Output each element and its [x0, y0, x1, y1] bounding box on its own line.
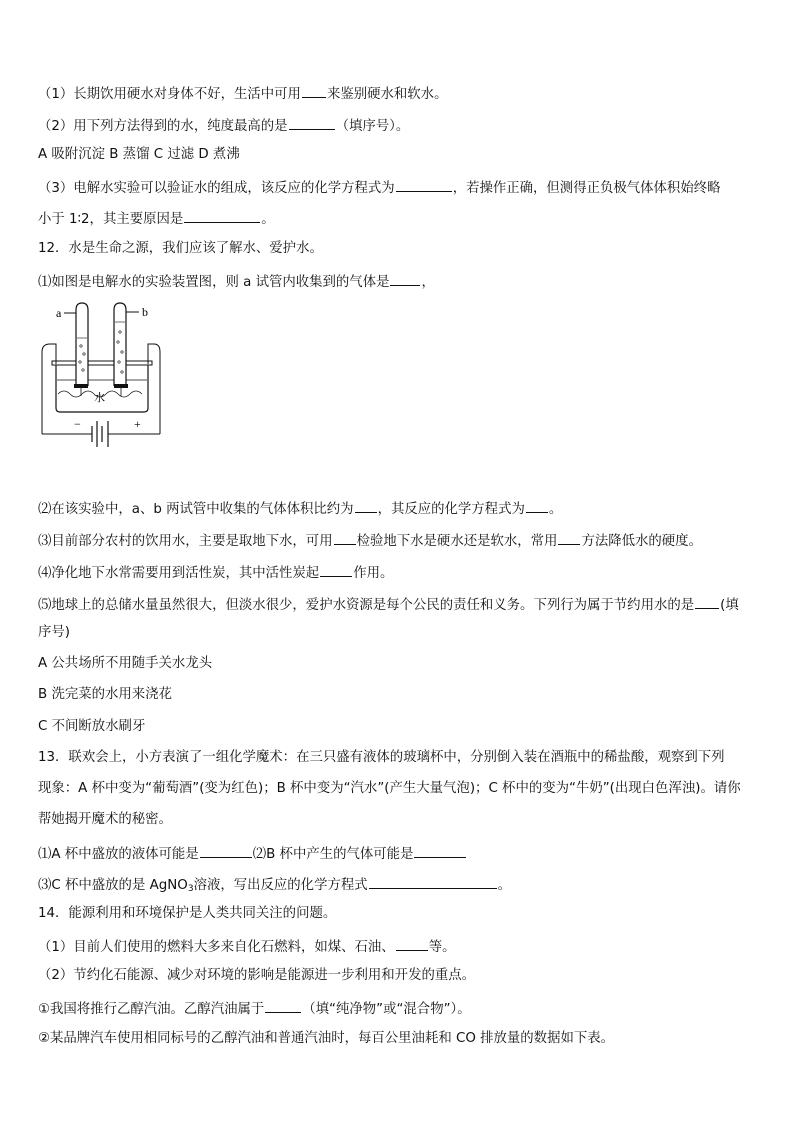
answer-blank[interactable] [289, 115, 335, 130]
electrolysis-apparatus-diagram [36, 300, 166, 458]
positive-terminal-label: + [134, 417, 141, 431]
q11-part3: （3）电解水实验可以验证水的组成，该反应的化学方程式为 ，若操作正确，但测得正负极气体体积始终略 [38, 177, 721, 198]
q14-part2-1: ①我国将推行乙醇汽油。乙醇汽油属于 （填“纯净物”或“混合物”）。 [38, 998, 471, 1019]
q12-option-c: C 不间断放水刷牙 [38, 719, 146, 734]
water-label: 水 [94, 392, 105, 404]
q13-part3: ⑶C 杯中盛放的是 AgNO$_3$溶液，写出反应的化学方程式 。 [38, 874, 511, 898]
wire-right [148, 344, 160, 434]
answer-blank[interactable] [355, 498, 377, 513]
q12-option-a: A 公共场所不用随手关水龙头 [38, 656, 213, 671]
answer-blank[interactable] [302, 83, 326, 98]
test-tube-b [114, 303, 126, 386]
q11-options: A 吸附沉淀 B 蒸馏 C 过滤 D 煮沸 [38, 147, 240, 162]
answer-blank[interactable] [390, 271, 420, 286]
answer-blank[interactable] [184, 208, 260, 223]
answer-blank[interactable] [526, 498, 548, 513]
answer-blank[interactable] [334, 530, 356, 545]
tube-a-label: a [56, 306, 62, 320]
q12-part5: ⑸地球上的总储水量虽然很大，但淡水很少，爱护水资源是每个公民的责任和义务。下列行为属于节约用水的是 (填 [38, 594, 739, 615]
answer-blank[interactable] [265, 998, 301, 1013]
electrode-left [74, 384, 88, 388]
q12-option-b: B 洗完菜的水用来浇花 [38, 687, 172, 702]
test-tube-a [76, 303, 88, 386]
q14-part2: （2）节约化石能源、减少对环境的影响是能源进一步利用和开发的重点。 [38, 968, 476, 983]
q13-heading: 13．联欢会上，小方表演了一组化学魔术：在三只盛有液体的玻璃杯中，分别倒入装在酒瓶中的稀盐酸，观察到下列 [38, 750, 725, 765]
q14-heading: 14．能源利用和环境保护是人类共同关注的问题。 [38, 906, 337, 921]
wire-left [42, 344, 56, 434]
q11-part3-cont: 小于 1∶2，其主要原因是 。 [38, 208, 275, 229]
cover-plate [52, 361, 152, 365]
q12-part4: ⑷净化地下水常需要用到活性炭，其中活性炭起 作用。 [38, 562, 393, 583]
answer-blank[interactable] [558, 530, 580, 545]
q12-heading: 12．水是生命之源，我们应该了解水、爱护水。 [38, 241, 323, 256]
answer-blank[interactable] [320, 562, 352, 577]
q11-part2: （2）用下列方法得到的水，纯度最高的是 （填序号）。 [38, 115, 409, 136]
answer-blank[interactable] [695, 594, 719, 609]
q12-part1: ⑴如图是电解水的实验装置图，则 a 试管内收集到的气体是 ， [38, 271, 435, 292]
answer-blank[interactable] [200, 843, 252, 858]
q12-part3: ⑶目前部分农村的饮用水，主要是取地下水，可用 检验地下水是硬水还是软水，常用 方法降低水的硬度。 [38, 530, 702, 551]
beaker [56, 364, 148, 412]
answer-blank[interactable] [369, 874, 497, 889]
answer-blank[interactable] [396, 177, 452, 192]
q14-part2-2: ②某品牌汽车使用相同标号的乙醇汽油和普通汽油时，每百公里油耗和 CO 排放量的数据如下表。 [38, 1031, 615, 1046]
q13-text-2: 现象：A 杯中变为“葡萄酒”(变为红色)；B 杯中变为“汽水”(产生大量气泡)；C 杯中的变为“牛奶”(出现白色浑浊)。请你 [38, 781, 741, 796]
electrode-right [114, 384, 128, 388]
q14-part1: （1）目前人们使用的燃料大多来自化石燃料，如煤、石油、 等。 [38, 936, 455, 957]
tube-b-label: b [142, 305, 148, 319]
negative-terminal-label: − [74, 417, 81, 431]
q12-part2: ⑵在该实验中，a、b 两试管中收集的气体体积比约为 ，其反应的化学方程式为 。 [38, 498, 562, 519]
q13-part1-2: ⑴A 杯中盛放的液体可能是 ⑵B 杯中产生的气体可能是 [38, 843, 467, 864]
battery-icon [92, 421, 108, 447]
q12-part5-cont: 序号) [38, 625, 71, 640]
answer-blank[interactable] [414, 843, 466, 858]
q11-part1: （1）长期饮用硬水对身体不好，生活中可用 来鉴别硬水和软水。 [38, 83, 447, 104]
q13-text-3: 帮她揭开魔术的秘密。 [38, 812, 172, 827]
answer-blank[interactable] [396, 936, 428, 951]
